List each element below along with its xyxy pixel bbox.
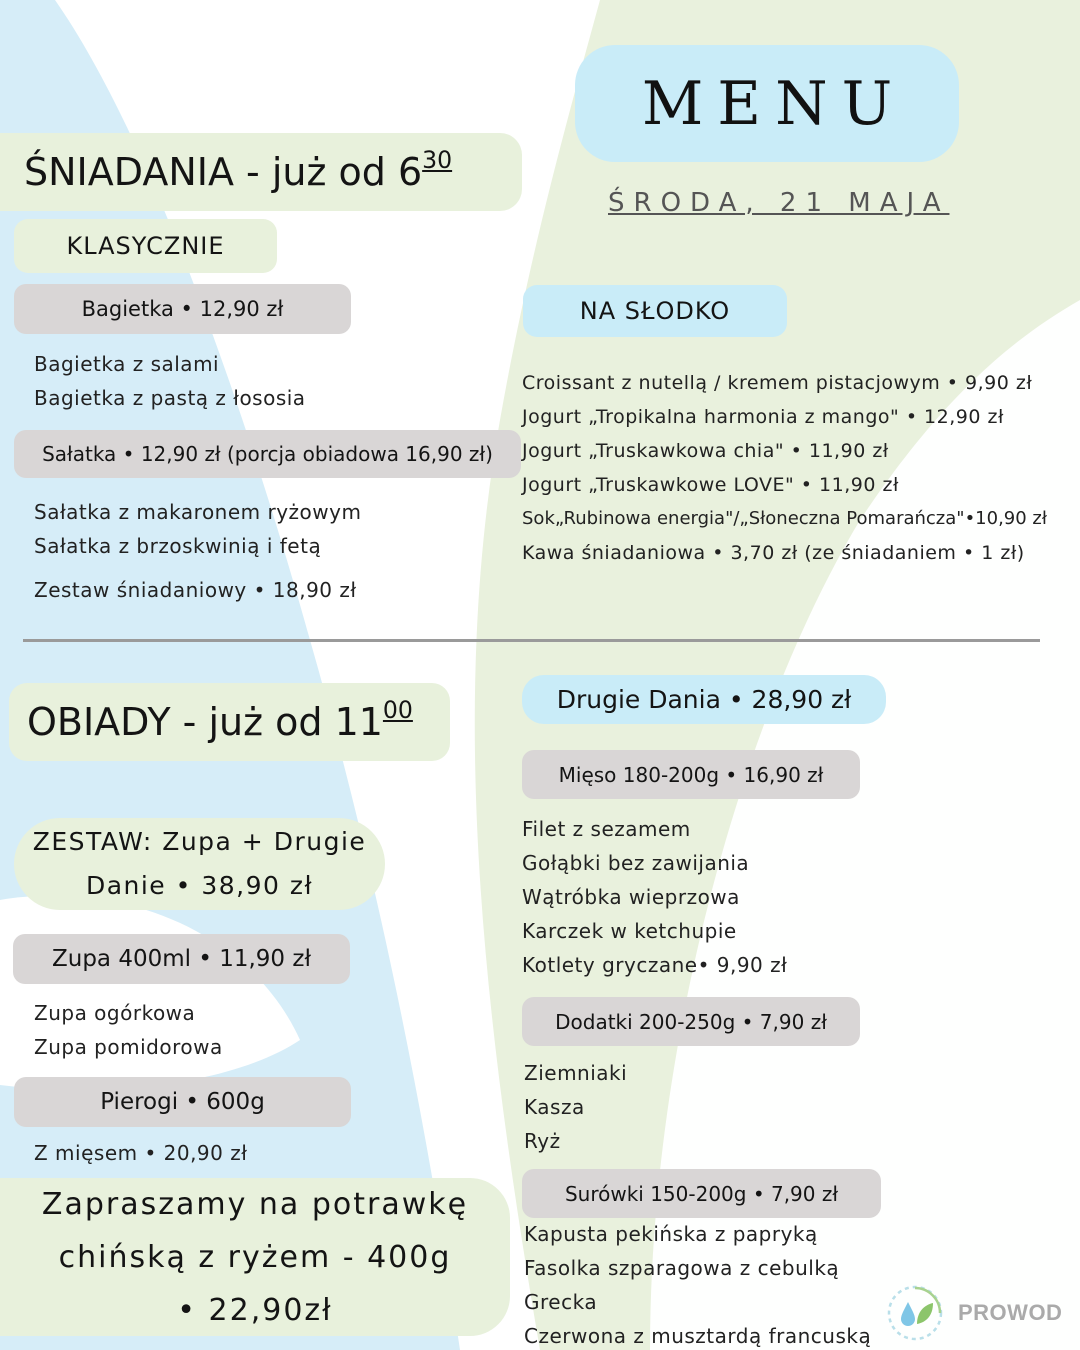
list-item: Sok„Rubinowa energia"/„Słoneczna Pomarańcza"•10,90 zł — [522, 508, 1047, 529]
surowki-header — [522, 1169, 881, 1218]
list-item: Bagietka z salami — [34, 352, 220, 376]
special-line3: • 22,90zł — [177, 1292, 333, 1328]
list-item: Wątróbka wieprzowa — [522, 885, 740, 909]
salatka-title: Sałatka • 12,90 zł (porcja obiadowa 16,90 zł) — [42, 442, 493, 466]
lunch-time-sup: 00 — [382, 696, 413, 724]
list-item: Ziemniaki — [524, 1061, 628, 1085]
dodatki-title: Dodatki 200-250g • 7,90 zł — [555, 1009, 827, 1034]
list-item: Filet z sezamem — [522, 817, 691, 841]
drugie-dania-box — [522, 675, 886, 724]
section-divider — [23, 639, 1040, 642]
menu-title-box — [575, 45, 959, 162]
klasyczne-label-box — [14, 219, 277, 273]
list-item: Kotlety gryczane• 9,90 zł — [522, 953, 788, 977]
bagietka-title: Bagietka • 12,90 zł — [81, 297, 284, 321]
list-item: Bagietka z pastą z łososia — [34, 386, 306, 410]
brand-name: PROWOD — [958, 1300, 1063, 1325]
menu-title: MENU — [641, 68, 907, 139]
list-item: Grecka — [524, 1290, 598, 1314]
zestaw-box — [14, 818, 385, 910]
list-item: Sałatka z makaronem ryżowym — [34, 500, 362, 524]
slodko-label: NA SŁODKO — [579, 297, 731, 325]
list-item: Czerwona z musztardą francuską — [524, 1324, 872, 1348]
salatka-header — [14, 430, 521, 478]
list-item: Gołąbki bez zawijania — [522, 851, 750, 875]
slodko-label-box — [523, 285, 787, 337]
lunch-heading-box — [9, 683, 450, 761]
date-label: ŚRODA, 21 MAJA — [608, 188, 950, 218]
list-item: Ryż — [524, 1129, 561, 1153]
drop-leaf-logo-icon — [886, 1284, 944, 1342]
pierogi-title: Pierogi • 600g — [100, 1089, 265, 1115]
lunch-heading: OBIADY - już od $11^{00}$ — [27, 696, 413, 744]
list-item: Croissant z nutellą / kremem pistacjowym • 9,90 zł — [522, 372, 1033, 394]
dodatki-header — [522, 997, 860, 1046]
zestaw-line2: Danie • 38,90 zł — [85, 871, 314, 900]
list-item: Jogurt „Tropikalna harmonia z mango" • 12,90 zł — [522, 406, 1004, 428]
list-item: Jogurt „Truskawkowa chia" • 11,90 zł — [522, 440, 889, 462]
list-item: Jogurt „Truskawkowe LOVE" • 11,90 zł — [522, 474, 899, 496]
list-item: Zupa pomidorowa — [34, 1035, 223, 1059]
brand-logo — [886, 1284, 1062, 1342]
list-item: Zupa ogórkowa — [34, 1001, 196, 1025]
surowki-title: Surówki 150-200g • 7,90 zł — [564, 1181, 839, 1206]
zupa-title: Zupa 400ml • 11,90 zł — [52, 946, 311, 972]
zestaw-line1: ZESTAW: Zupa + Drugie — [32, 827, 367, 856]
list-item: Kasza — [524, 1095, 585, 1119]
special-line2: chińską z ryżem - 400g — [58, 1239, 452, 1275]
klasyczne-label: KLASYCZNIE — [66, 232, 225, 260]
list-item: Fasolka szparagowa z cebulką — [524, 1256, 840, 1280]
list-item: Sałatka z brzoskwinią i fetą — [34, 534, 322, 558]
zestaw-sniadaniowy: Zestaw śniadaniowy • 18,90 zł — [34, 578, 357, 602]
special-offer-box — [0, 1178, 510, 1336]
breakfast-time-sup: 30 — [422, 146, 453, 174]
zupa-header — [13, 934, 350, 984]
breakfast-heading: ŚNIADANIA - już od $6^{30}$ — [24, 146, 453, 194]
mieso-title: Mięso 180-200g • 16,90 zł — [558, 762, 824, 787]
list-item: Kawa śniadaniowa • 3,70 zł (ze śniadaniem • 1 zł) — [522, 542, 1025, 564]
pierogi-header — [14, 1077, 351, 1127]
breakfast-heading-box — [0, 133, 522, 211]
list-item: Kapusta pekińska z papryką — [524, 1222, 818, 1246]
special-line1: Zapraszamy na potrawkę — [41, 1186, 469, 1222]
mieso-header — [522, 750, 860, 799]
drugie-dania-title: Drugie Dania • 28,90 zł — [556, 685, 852, 714]
list-item: Karczek w ketchupie — [522, 919, 737, 943]
list-item: Z mięsem • 20,90 zł — [34, 1141, 248, 1165]
bagietka-header — [14, 284, 351, 334]
